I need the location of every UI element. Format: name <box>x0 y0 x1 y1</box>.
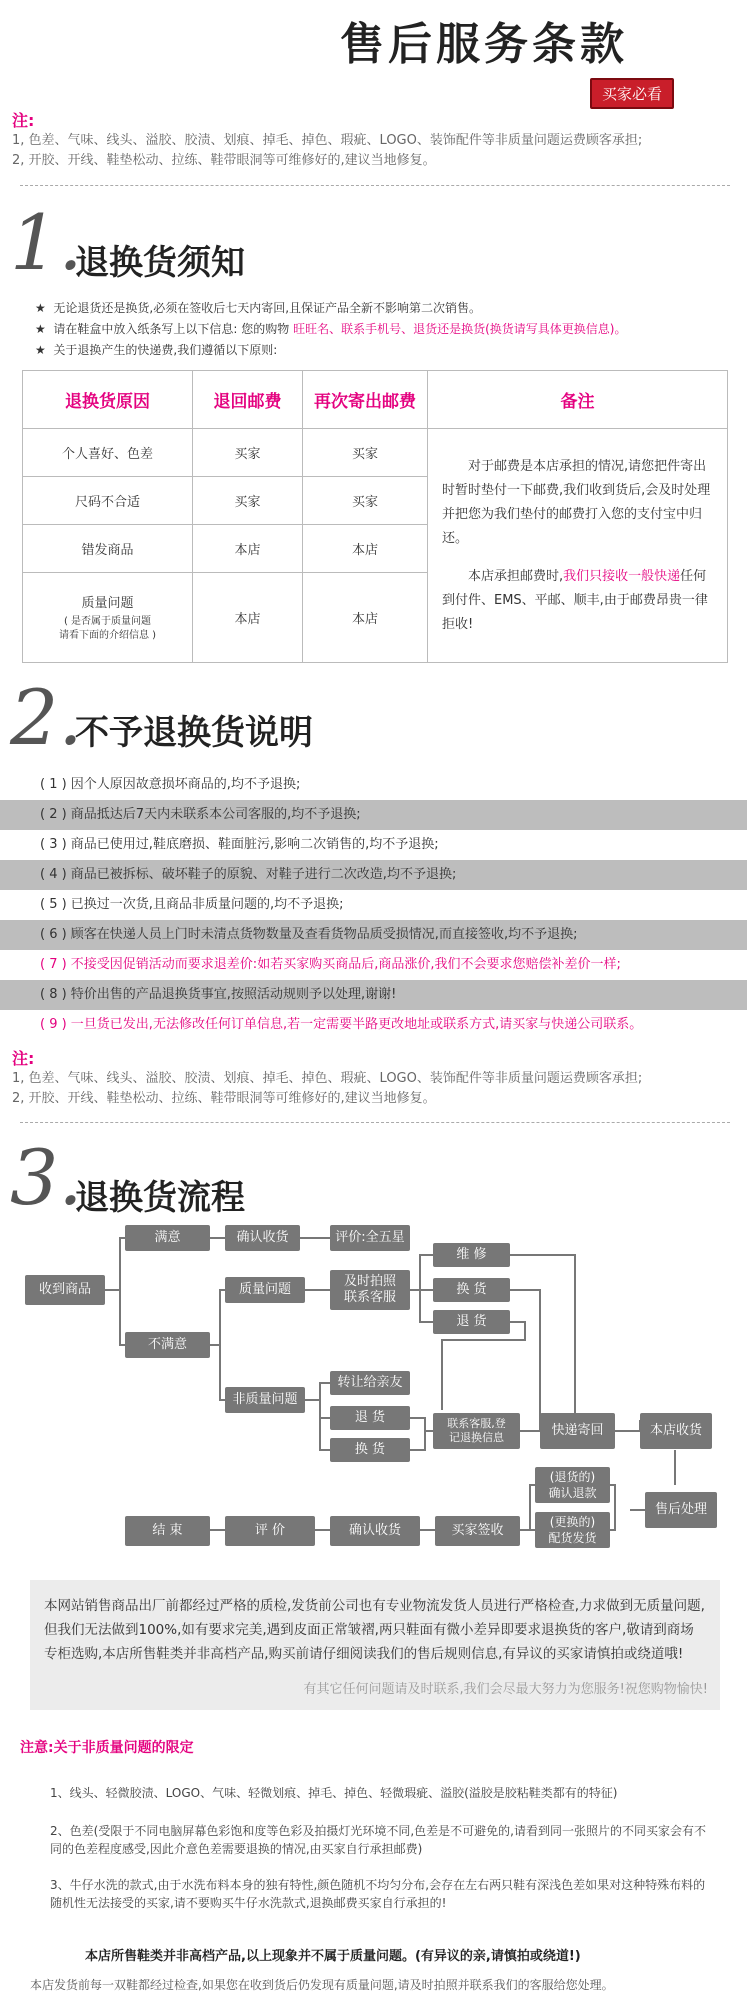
rule-item: ( 9 ) 一旦货已发出,无法修改任何订单信息,若一定需要半路更改地址或联系方式,请买家与快递公司联系。 <box>40 1017 643 1032</box>
rule-item: ( 2 ) 商品抵达后7天内未联系本公司客服的,均不予退换; <box>0 800 747 830</box>
info-sub: 有其它任何问题请及时联系,我们会尽最大努力为您服务!祝您购物愉快! <box>303 1682 708 1697</box>
cell-return-fee: 本店 <box>193 525 303 573</box>
flow-express: 快递寄回 <box>540 1413 615 1449</box>
header-reason: 退换货原因 <box>23 371 193 429</box>
section-title: 不予退换货说明 <box>75 713 313 753</box>
notice-line: 1, 色差、气味、线头、溢胶、胶渍、划痕、掉毛、掉色、瑕疵、LOGO、装饰配件等非质量问题运费顾客承担; <box>12 133 643 148</box>
limits-last: 本店发货前每一双鞋都经过检查,如果您在收到货后仍发现有质量问题,请及时拍照并联系我们的客服给您处理。 <box>30 1978 614 1992</box>
info-box <box>30 1580 720 1710</box>
flow-sign: 买家签收 <box>435 1516 520 1546</box>
cell-resend-fee: 买家 <box>303 429 428 477</box>
rule-item: ( 3 ) 商品已使用过,鞋底磨损、鞋面脏污,影响二次销售的,均不予退换; <box>40 837 439 852</box>
flow-exchange-2: 换 货 <box>330 1438 410 1462</box>
flow-confirm-receipt: 确认收货 <box>225 1225 300 1251</box>
rule-item: ( 7 ) 不接受因促销活动而要求退差价:如若买家购买商品后,商品涨价,我们不会要求您赔偿补差价一样; <box>40 957 621 972</box>
flow-receive: 收到商品 <box>25 1275 105 1305</box>
flow-satisfied: 满意 <box>125 1225 210 1251</box>
limit-item: 2、色差(受限于不同电脑屏幕色彩饱和度等色彩及拍摄灯光环境不同,色差是不可避免的,请看到同一张照片的不同买家会有不同的色差程度感受,因此介意色差需要退换的情况,由买家自行承担邮费) <box>50 1824 706 1856</box>
cell-reason: 错发商品 <box>23 525 193 573</box>
section-number: 2. <box>10 673 83 762</box>
notice-line: 2, 开胶、开线、鞋垫松动、拉练、鞋带眼洞等可维修好的,建议当地修复。 <box>12 1091 436 1106</box>
star-item: ★ 关于退换产生的快递费,我们遵循以下原则: <box>35 343 278 357</box>
flow-reship: (更换的) 配货发货 <box>535 1512 610 1548</box>
flow-unsatisfied: 不满意 <box>125 1332 210 1358</box>
star-item: ★ 请在鞋盒中放入纸条写上以下信息: 您的购物 旺旺名、联系手机号、退货还是换货(换货请写具体更换信息)。 <box>35 322 627 336</box>
section-number: 3. <box>10 1133 83 1222</box>
page-title: 售后服务条款 <box>340 19 628 70</box>
flow-quality: 质量问题 <box>225 1277 305 1303</box>
header-return-fee: 退回邮费 <box>193 371 303 429</box>
limits-bottom: 本店所售鞋类并非高档产品,以上现象并不属于质量问题。(有异议的亲,请慎拍或绕道!) <box>85 1949 581 1964</box>
remark-text-2: 本店承担邮费时,我们只接收一般快递任何到付件、EMS、平邮、顺丰,由于邮费昂贵一律拒收! <box>442 568 708 632</box>
notice-line: 2, 开胶、开线、鞋垫松动、拉练、鞋带眼洞等可维修好的,建议当地修复。 <box>12 153 436 168</box>
cell-resend-fee: 本店 <box>303 525 428 573</box>
cell-reason: 尺码不合适 <box>23 477 193 525</box>
flow-non-quality: 非质量问题 <box>225 1387 305 1413</box>
notice-label: 注: <box>12 111 35 130</box>
limits-title: 注意:关于非质量问题的限定 <box>20 1740 194 1756</box>
info-text: 本网站销售商品出厂前都经过严格的质检,发货前公司也有专业物流发货人员进行严格检查,力求做到无质量问题,但我们无法做到100%,如有要求完美,遇到皮面正常皱褶,两只鞋面有微小差异即要求退换货的客户,敬请到商场专柜选购,本店所售鞋类并非高档产品,购买前请仔细阅读我们的售后规则信息,有异议的买家请慎拍或绕道哦! <box>44 1598 705 1662</box>
flow-repair: 维 修 <box>433 1243 510 1267</box>
header-remark: 备注 <box>428 371 728 429</box>
flow-review: 评 价 <box>225 1516 315 1546</box>
cell-resend-fee: 买家 <box>303 477 428 525</box>
flow-return-2: 退 货 <box>330 1406 410 1430</box>
rule-item: ( 4 ) 商品已被拆标、破坏鞋子的原貌、对鞋子进行二次改造,均不予退换; <box>0 860 747 890</box>
notice-line: 1, 色差、气味、线头、溢胶、胶渍、划痕、掉毛、掉色、瑕疵、LOGO、装饰配件等非质量问题运费顾客承担; <box>12 1071 643 1086</box>
notice-label: 注: <box>12 1049 35 1068</box>
must-read-badge: 买家必看 <box>590 78 674 109</box>
flow-rating: 评价:全五星 <box>330 1225 410 1251</box>
rule-item: ( 1 ) 因个人原因故意损坏商品的,均不予退换; <box>40 777 301 792</box>
remark-text: 对于邮费是本店承担的情况,请您把件寄出时暂时垫付一下邮费,我们收到货后,会及时处理并把您为我们垫付的邮费打入您的支付宝中归还。 <box>442 458 711 546</box>
flow-exchange: 换 货 <box>433 1278 510 1302</box>
cell-return-fee: 本店 <box>193 573 303 663</box>
section-title: 退换货须知 <box>75 243 245 283</box>
limit-item: 3、牛仔水洗的款式,由于水洗布料本身的独有特性,颜色随机不均匀分布,会存在左右两只鞋有深浅色差如果对这种特殊布料的随机性无法接受的买家,请不要购买牛仔水洗款式,退换邮费买家自行承担的! <box>50 1878 706 1910</box>
star-item: ★ 无论退货还是换货,必须在签收后七天内寄回,且保证产品全新不影响第二次销售。 <box>35 301 482 315</box>
rule-item: ( 5 ) 已换过一次货,且商品非质量问题的,均不予退换; <box>40 897 344 912</box>
flow-return: 退 货 <box>433 1310 510 1334</box>
cell-return-fee: 买家 <box>193 429 303 477</box>
flow-end: 结 束 <box>125 1516 210 1546</box>
header-resend-fee: 再次寄出邮费 <box>303 371 428 429</box>
flow-photo: 及时拍照 联系客服 <box>330 1270 410 1310</box>
cell-return-fee: 买家 <box>193 477 303 525</box>
cell-reason: 个人喜好、色差 <box>23 429 193 477</box>
limit-item: 1、线头、轻微胶渍、LOGO、气味、轻微划痕、掉毛、掉色、轻微瑕疵、溢胶(溢胶是胶粘鞋类都有的特征) <box>50 1786 618 1800</box>
section-number: 1. <box>10 198 83 287</box>
flow-store-receive: 本店收货 <box>640 1413 712 1449</box>
section-title: 退换货流程 <box>75 1178 245 1218</box>
flow-gift: 转让给亲友 <box>330 1371 410 1395</box>
cell-reason: 质量问题 ( 是否属于质量问题 请看下面的介绍信息 ) <box>23 573 193 663</box>
rule-item: ( 6 ) 顾客在快递人员上门时未清点货物数量及查看货物品质受损情况,而直接签收,均不予退换; <box>0 920 747 950</box>
rule-item: ( 8 ) 特价出售的产品退换货事宜,按照活动规则予以处理,谢谢! <box>0 980 747 1010</box>
flow-contact: 联系客服,登 记退换信息 <box>433 1413 520 1449</box>
flow-confirm-2: 确认收货 <box>330 1516 420 1546</box>
cell-resend-fee: 本店 <box>303 573 428 663</box>
flow-refund: (退货的) 确认退款 <box>535 1467 610 1503</box>
flow-after-sales: 售后处理 <box>645 1492 717 1528</box>
